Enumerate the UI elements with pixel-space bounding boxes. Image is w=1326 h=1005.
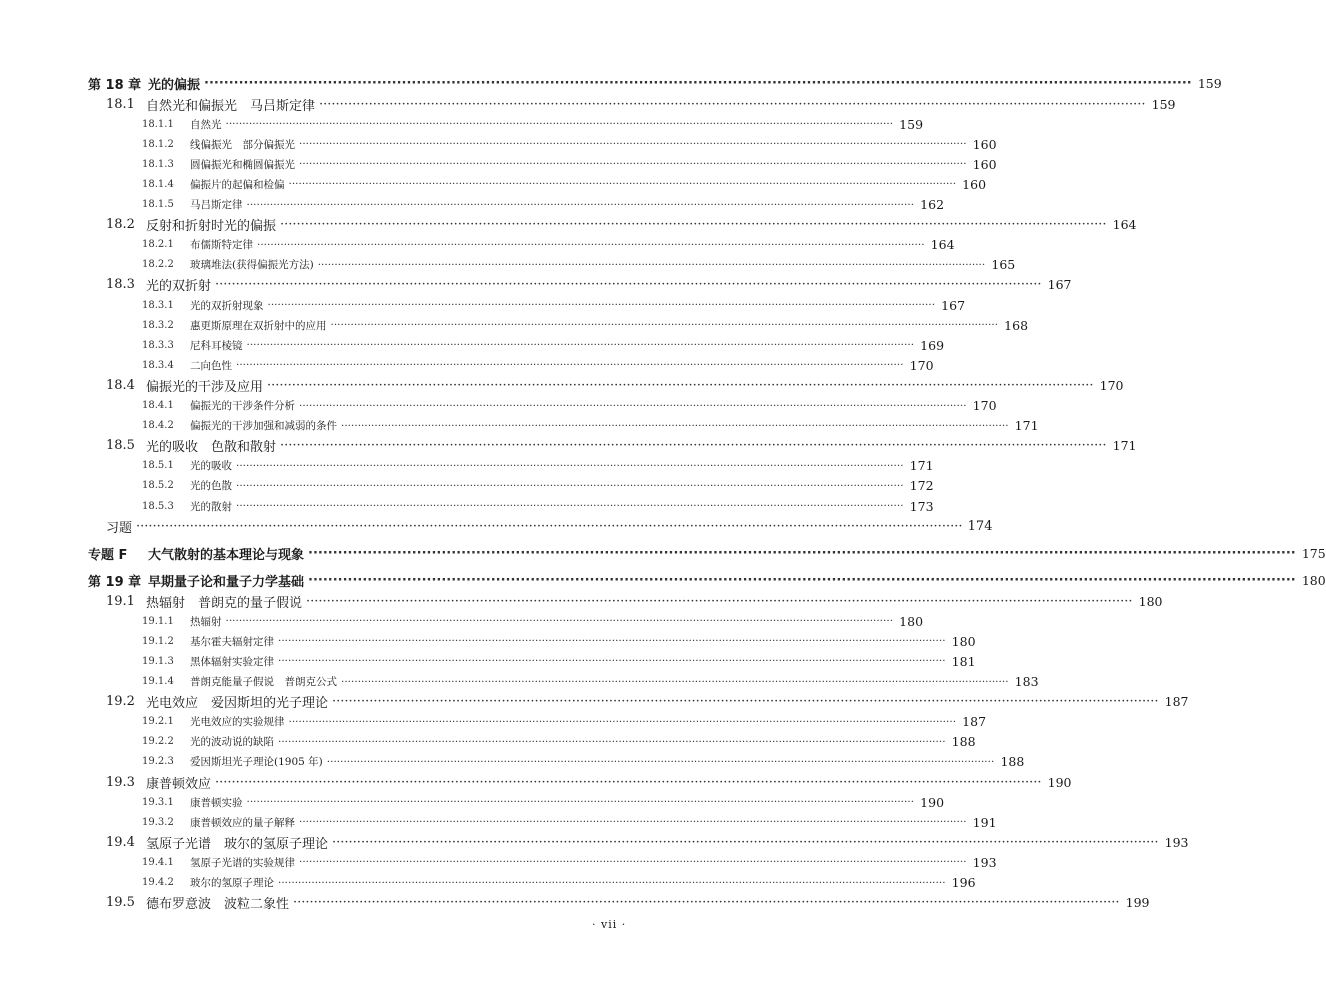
toc-entry-number: 19.3.1 — [142, 796, 174, 808]
toc-leader-dots: ········································································································································································································ — [236, 500, 904, 512]
toc-leader-dots: ········································································································································································································ — [317, 258, 986, 271]
toc-entry-title: 线偏振光 部分偏振光 — [190, 138, 295, 151]
toc-subsection-entry[interactable] — [142, 632, 976, 650]
toc-leader-dots: ········································································································································································································ — [330, 319, 999, 332]
toc-entry-page: 159 — [1197, 75, 1222, 91]
toc-entry-title: 光的波动说的缺陷 — [190, 736, 274, 749]
toc-leader-dots: ········································································································································································································ — [236, 479, 904, 492]
toc-section-entry[interactable] — [106, 773, 1072, 792]
toc-leader-dots: ········································································································································································································ — [215, 277, 1042, 293]
toc-leader-dots: ········································································································································································································ — [225, 118, 894, 131]
toc-entry-number: 19.2.1 — [142, 716, 174, 728]
toc-entry-page: 175 — [1301, 545, 1326, 561]
toc-entry-title: 热辐射 普朗克的量子假说 — [146, 595, 303, 611]
toc-entry-title: 康普顿效应的量子解释 — [190, 816, 295, 829]
toc-entry-page: 170 — [909, 357, 934, 373]
toc-entry-title: 反射和折射时光的偏振 — [146, 219, 277, 235]
toc-entry-number: 19.1.4 — [142, 676, 174, 687]
toc-entry-number: 19.1.3 — [142, 655, 174, 667]
toc-entry-number: 18.5 — [106, 438, 135, 454]
toc-entry-page: 174 — [967, 518, 993, 534]
toc-entry-title: 偏振光的干涉条件分析 — [190, 400, 295, 412]
toc-chapter-entry[interactable] — [88, 74, 1222, 93]
toc-section-entry[interactable] — [106, 693, 1189, 712]
toc-entry-number: 18.5.3 — [142, 500, 174, 512]
toc-entry-title: 光的色散 — [190, 480, 232, 493]
toc-leader-dots: ········································································································································································································ — [215, 774, 1042, 790]
toc-entry-number: 18.5.2 — [142, 480, 174, 492]
toc-entry-page: 180 — [1301, 572, 1326, 588]
toc-section-entry[interactable] — [106, 437, 1137, 456]
toc-entry-number: 18.3 — [106, 277, 135, 293]
toc-entry-title: 玻璃堆法(获得偏振光方法) — [190, 259, 314, 272]
toc-leader-dots: ········································································································································································································ — [246, 796, 915, 809]
toc-leader-dots: ········································································································································································································ — [280, 217, 1107, 233]
toc-entry-page: 187 — [1164, 694, 1189, 710]
toc-subsection-entry[interactable] — [142, 397, 997, 415]
toc-entry-page: 171 — [909, 458, 934, 474]
toc-leader-dots: ········································································································································································································ — [267, 299, 936, 311]
toc-subsection-entry[interactable] — [142, 477, 934, 495]
toc-entry-page: 190 — [920, 794, 945, 810]
toc-entry-title: 氢原子光谱 玻尔的氢原子理论 — [146, 836, 329, 852]
toc-subsection-entry[interactable] — [142, 115, 924, 133]
toc-entry-page: 199 — [1125, 895, 1150, 911]
toc-entry-page: 168 — [1004, 317, 1029, 333]
toc-entry-number: 第 18 章 — [88, 77, 142, 93]
toc-subsection-entry[interactable] — [142, 652, 976, 670]
toc-entry-page: 162 — [920, 197, 945, 212]
toc-section-entry[interactable] — [106, 517, 993, 536]
toc-entry-title: 光的吸收 色散和散射 — [146, 440, 277, 456]
toc-entry-page: 193 — [972, 854, 997, 870]
toc-leader-dots: ········································································································································································································ — [306, 593, 1133, 609]
toc-entry-page: 190 — [1047, 774, 1072, 790]
toc-entry-page: 167 — [1047, 277, 1072, 293]
toc-entry-title: 马吕斯定律 — [190, 199, 243, 211]
toc-entry-page: 164 — [1112, 217, 1137, 233]
toc-subsection-entry[interactable] — [142, 175, 987, 193]
toc-entry-page: 191 — [972, 814, 997, 830]
toc-entry-title: 偏振片的起偏和检偏 — [190, 178, 285, 191]
toc-entry-number: 19.2.2 — [142, 736, 174, 748]
toc-entry-title: 光的双折射现象 — [190, 299, 264, 312]
toc-entry-page: 188 — [951, 734, 976, 750]
toc-entry-page: 171 — [1112, 438, 1137, 454]
toc-leader-dots: ········································································································································································································ — [299, 399, 967, 412]
toc-entry-title: 光的偏振 — [148, 77, 201, 93]
toc-entry-page: 196 — [951, 875, 976, 890]
toc-section-entry[interactable] — [106, 376, 1124, 395]
toc-entry-page: 167 — [941, 297, 966, 313]
toc-subsection-entry[interactable] — [142, 236, 955, 254]
toc-leader-dots: ········································································································································································································ — [288, 178, 957, 191]
toc-entry-title: 惠更斯原理在双折射中的应用 — [190, 319, 327, 332]
toc-entry-number: 18.3.3 — [142, 339, 174, 351]
toc-entry-number: 18.1.5 — [142, 199, 174, 210]
toc-entry-title: 圆偏振光和椭圆偏振光 — [190, 158, 295, 171]
toc-entry-page: 188 — [1000, 754, 1025, 770]
toc-subsection-entry[interactable] — [142, 612, 924, 630]
toc-entry-number: 专题 F — [88, 547, 128, 563]
toc-entry-page: 181 — [951, 653, 976, 669]
toc-leader-dots: ········································································································································································································ — [299, 158, 967, 171]
toc-entry-title: 光电效应 爱因斯坦的光子理论 — [146, 696, 329, 712]
toc-entry-number: 18.5.1 — [142, 460, 174, 472]
toc-entry-number: 18.2.1 — [142, 239, 174, 251]
toc-entry-title: 普朗克能量子假说 普朗克公式 — [190, 676, 337, 688]
toc-entry-number: 19.4 — [106, 834, 135, 850]
toc-subsection-entry[interactable] — [142, 753, 1025, 771]
toc-entry-number: 19.4.1 — [142, 856, 174, 868]
toc-leader-dots: ········································································································································································································ — [236, 459, 904, 472]
toc-subsection-entry[interactable] — [142, 673, 1039, 691]
toc-entry-number: 19.3 — [106, 774, 135, 790]
toc-leader-dots: ········································································································································································································ — [332, 694, 1159, 710]
toc-entry-page: 160 — [962, 176, 987, 192]
toc-entry-number: 18.3.2 — [142, 319, 174, 331]
toc-entry-page: 160 — [972, 136, 997, 152]
toc-entry-page: 169 — [920, 337, 945, 353]
toc-section-entry[interactable] — [106, 95, 1176, 114]
toc-entry-number: 第 19 章 — [88, 574, 142, 590]
toc-entry-title: 早期量子论和量子力学基础 — [148, 574, 305, 590]
toc-subsection-entry[interactable] — [142, 356, 934, 374]
toc-entry-number: 18.4.1 — [142, 400, 174, 411]
toc-entry-page: 165 — [991, 257, 1016, 273]
toc-subsection-entry[interactable] — [142, 196, 945, 214]
toc-entry-number: 19.5 — [106, 895, 135, 911]
toc-chapter-entry[interactable] — [88, 571, 1326, 590]
toc-entry-page: 159 — [899, 116, 924, 132]
toc-leader-dots: ········································································································································································································ — [236, 359, 904, 372]
toc-entry-title: 黑体辐射实验定律 — [190, 655, 274, 668]
toc-leader-dots: ········································································································································································································ — [278, 876, 946, 889]
toc-leader-dots: ········································································································································································································ — [319, 96, 1146, 112]
toc-entry-number: 18.1.4 — [142, 178, 174, 190]
toc-leader-dots: ········································································································································································································ — [299, 856, 967, 869]
toc-entry-page: 171 — [1014, 418, 1039, 434]
toc-subsection-entry[interactable] — [142, 874, 976, 892]
toc-leader-dots: ········································································································································································································ — [341, 675, 1009, 688]
toc-entry-title: 二向色性 — [190, 359, 232, 372]
toc-subsection-entry[interactable] — [142, 457, 934, 475]
toc-entry-title: 尼科耳棱镜 — [190, 339, 243, 352]
toc-leader-dots: ········································································································································································································ — [299, 138, 967, 151]
toc-section-entry[interactable] — [106, 216, 1137, 235]
toc-entry-number: 19.3.2 — [142, 816, 174, 828]
toc-entry-title: 氢原子光谱的实验规律 — [190, 856, 295, 869]
toc-leader-dots: ········································································································································································································ — [308, 545, 1296, 561]
toc-entry-number: 18.2 — [106, 217, 135, 233]
toc-entry-title: 爱因斯坦光子理论(1905 年) — [190, 756, 323, 769]
toc-leader-dots: ········································································································································································································ — [246, 339, 915, 352]
toc-leader-dots: ········································································································································································································ — [280, 438, 1107, 454]
toc-entry-title: 康普顿效应 — [146, 776, 212, 792]
toc-entry-page: 193 — [1164, 834, 1189, 850]
toc-subsection-entry[interactable] — [142, 733, 976, 751]
toc-subsection-entry[interactable] — [142, 793, 945, 811]
toc-section-entry[interactable] — [106, 894, 1150, 913]
toc-entry-page: 173 — [909, 498, 934, 514]
toc-leader-dots: ········································································································································································································ — [278, 655, 946, 668]
toc-leader-dots: ········································································································································································································ — [308, 572, 1296, 588]
toc-entry-title: 光的散射 — [190, 500, 232, 513]
toc-entry-title: 自然光 — [190, 118, 222, 131]
toc-leader-dots: ········································································································································································································ — [267, 377, 1094, 393]
toc-leader-dots: ········································································································································································································ — [326, 755, 995, 768]
toc-leader-dots: ········································································································································································································ — [288, 715, 957, 728]
toc-entry-number: 19.4.2 — [142, 877, 174, 888]
toc-entry-number: 18.1.2 — [142, 138, 174, 150]
toc-leader-dots: ········································································································································································································ — [332, 834, 1159, 850]
toc-subsection-entry[interactable] — [142, 417, 1039, 435]
toc-entry-title: 偏振光的干涉加强和减弱的条件 — [190, 420, 337, 433]
toc-entry-page: 170 — [972, 398, 997, 413]
toc-leader-dots: ········································································································································································································ — [204, 75, 1192, 91]
toc-entry-page: 170 — [1099, 377, 1124, 393]
toc-entry-number: 18.3.1 — [142, 299, 174, 311]
toc-entry-title: 偏振光的干涉及应用 — [146, 379, 264, 395]
toc-entry-number: 19.2 — [106, 694, 135, 710]
toc-leader-dots: ········································································································································································································ — [246, 198, 915, 211]
toc-entry-page: 164 — [930, 237, 955, 253]
toc-entry-title: 基尔霍夫辐射定律 — [190, 635, 274, 648]
toc-entry-number: 18.3.4 — [142, 359, 174, 371]
toc-section-entry[interactable] — [106, 592, 1163, 611]
toc-entry-title: 光的双折射 — [146, 279, 212, 295]
toc-entry-page: 172 — [909, 478, 934, 494]
toc-entry-title: 德布罗意波 波粒二象性 — [146, 897, 290, 913]
toc-subsection-entry[interactable] — [142, 316, 1029, 334]
toc-entry-title: 自然光和偏振光 马吕斯定律 — [146, 98, 316, 114]
toc-leader-dots: ········································································································································································································ — [225, 615, 894, 628]
toc-section-entry[interactable] — [106, 276, 1072, 295]
toc-subsection-entry[interactable] — [142, 296, 966, 314]
toc-entry-title: 热辐射 — [190, 615, 222, 628]
toc-entry-number: 19.1.1 — [142, 615, 174, 627]
toc-entry-number: 18.2.2 — [142, 259, 174, 271]
toc-entry-number: 18.4.2 — [142, 420, 174, 432]
toc-subsection-entry[interactable] — [142, 497, 934, 515]
toc-subsection-entry[interactable] — [142, 155, 997, 173]
toc-entry-page: 183 — [1014, 674, 1039, 689]
toc-leader-dots: ········································································································································································································ — [136, 518, 963, 534]
toc-entry-number: 19.1.2 — [142, 635, 174, 647]
toc-entry-page: 180 — [899, 613, 924, 629]
toc-leader-dots: ········································································································································································································ — [278, 735, 946, 748]
toc-entry-page: 159 — [1151, 96, 1176, 112]
toc-entry-title: 玻尔的氢原子理论 — [190, 877, 274, 889]
toc-entry-number: 18.1 — [106, 96, 135, 112]
toc-entry-title: 光电效应的实验规律 — [190, 716, 285, 729]
toc-leader-dots: ········································································································································································································ — [278, 635, 946, 648]
toc-entry-page: 180 — [951, 633, 976, 649]
toc-leader-dots: ········································································································································································································ — [299, 816, 967, 829]
toc-subsection-entry[interactable] — [142, 256, 1016, 274]
toc-entry-title: 习题 — [106, 520, 133, 536]
toc-subsection-entry[interactable] — [142, 713, 987, 731]
toc-entry-number: 18.4 — [106, 377, 135, 393]
page-number-folio: · vii · — [592, 918, 627, 931]
toc-subsection-entry[interactable] — [142, 853, 997, 871]
toc-entry-title: 大气散射的基本理论与现象 — [148, 547, 305, 563]
toc-entry-number: 18.1.1 — [142, 118, 174, 130]
toc-subsection-entry[interactable] — [142, 336, 945, 354]
toc-subsection-entry[interactable] — [142, 813, 997, 831]
toc-leader-dots: ········································································································································································································ — [341, 419, 1009, 432]
toc-entry-page: 180 — [1138, 593, 1163, 609]
toc-chapter-entry[interactable] — [88, 544, 1326, 563]
toc-entry-number: 19.2.3 — [142, 756, 174, 768]
toc-entry-title: 布儒斯特定律 — [190, 239, 253, 252]
toc-entry-number: 18.1.3 — [142, 158, 174, 170]
toc-entry-title: 光的吸收 — [190, 460, 232, 473]
toc-leader-dots: ········································································································································································································ — [257, 238, 925, 251]
toc-section-entry[interactable] — [106, 833, 1189, 852]
toc-entry-page: 187 — [962, 714, 987, 730]
toc-entry-number: 19.1 — [106, 593, 135, 609]
toc-entry-page: 160 — [972, 156, 997, 172]
toc-subsection-entry[interactable] — [142, 135, 997, 153]
toc-leader-dots: ········································································································································································································ — [293, 895, 1120, 911]
toc-entry-title: 康普顿实验 — [190, 796, 243, 809]
